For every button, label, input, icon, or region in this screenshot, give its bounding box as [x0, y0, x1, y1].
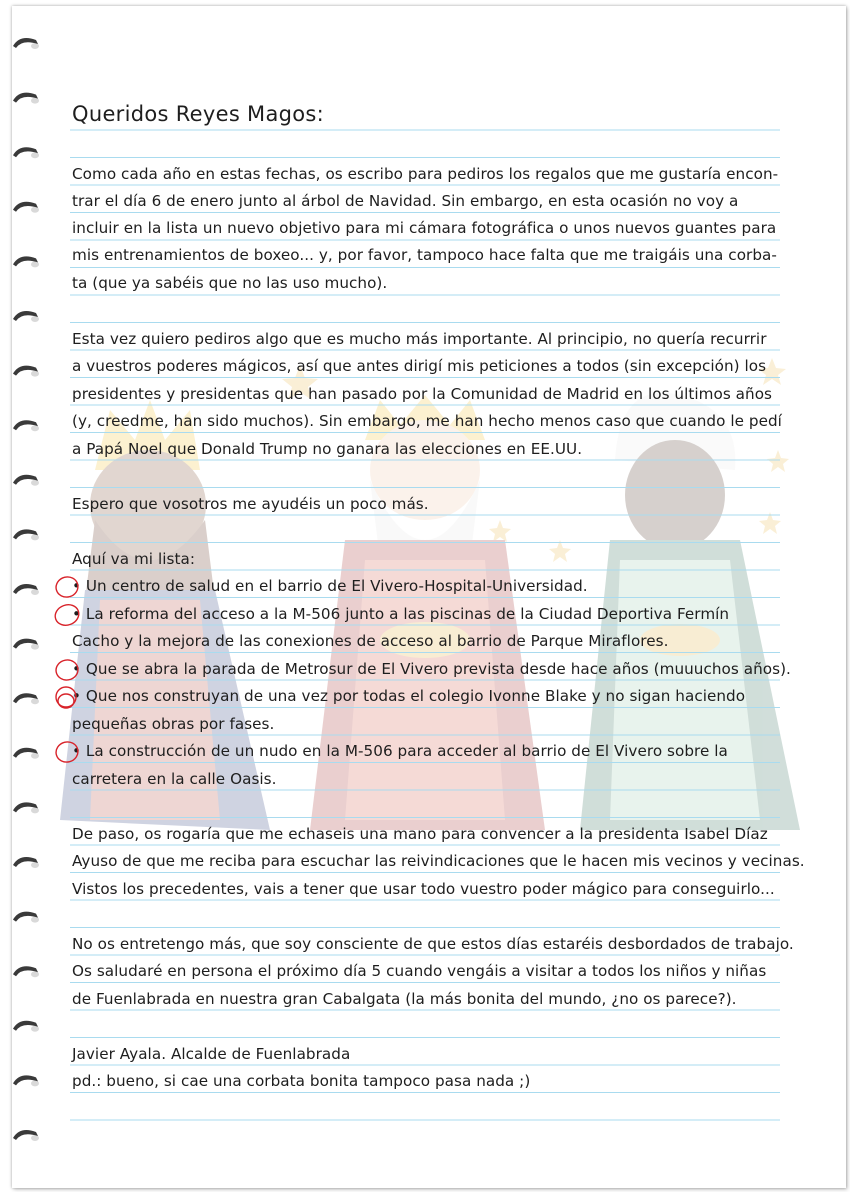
paragraph-2-line: presidentes y presidentas que han pasado por la Comunidad de Madrid en los últimos años: [72, 385, 772, 403]
paragraph-3: Espero que vosotros me ayudéis un poco más.: [72, 495, 429, 513]
binding-ring-icon: [13, 202, 39, 213]
signature: Javier Ayala. Alcalde de Fuenlabrada: [72, 1045, 351, 1063]
paragraph-2-line: Esta vez quiero pediros algo que es mucho más importante. Al principio, no quería recurrir: [72, 330, 767, 348]
spiral-binding: [0, 0, 60, 1192]
binding-ring-icon: [13, 366, 39, 377]
binding-ring-icon: [13, 857, 39, 868]
binding-ring-icon: [13, 256, 39, 267]
list-item: • Un centro de salud en el barrio de El Vivero-Hospital-Universidad.: [72, 577, 588, 595]
binding-ring-icon: [13, 966, 39, 977]
list-item: • Que nos construyan de una vez por todas el colegio Ivonne Blake y no sigan haciendo: [72, 687, 746, 705]
binding-ring-icon: [13, 93, 39, 104]
binding-ring-icon: [13, 639, 39, 650]
paragraph-4-line: Vistos los precedentes, vais a tener que usar todo vuestro poder mágico para conseguirlo...: [72, 880, 775, 898]
binding-ring-icon: [13, 912, 39, 923]
binding-ring-icon: [13, 1021, 39, 1032]
list-item-continuation: carretera en la calle Oasis.: [72, 770, 277, 788]
paragraph-5-line: No os entretengo más, que soy consciente de que estos días estaréis desbordados de trabajo.: [72, 935, 794, 953]
binding-ring-icon: [13, 420, 39, 431]
letter-title: Queridos Reyes Magos:: [72, 102, 325, 126]
binding-ring-icon: [13, 475, 39, 486]
paragraph-1-line: ta (que ya sabéis que no las uso mucho).: [72, 274, 388, 292]
binding-ring-icon: [13, 1075, 39, 1086]
binding-ring-icon: [13, 38, 39, 49]
paragraph-5-line: Os saludaré en persona el próximo día 5 cuando vengáis a visitar a todos los niños y niñas: [72, 962, 767, 980]
paragraph-2-line: a Papá Noel que Donald Trump no ganara las elecciones en EE.UU.: [72, 440, 583, 458]
paragraph-5-line: de Fuenlabrada en nuestra gran Cabalgata (la más bonita del mundo, ¿no os parece?).: [72, 990, 737, 1008]
binding-ring-icon: [13, 529, 39, 540]
paragraph-4-line: De paso, os rogaría que me echaseis una mano para convencer a la presidenta Isabel Díaz: [72, 825, 768, 843]
list-item-continuation: Cacho y la mejora de las conexiones de acceso al barrio de Parque Miraflores.: [72, 632, 669, 650]
list-item: • La construcción de un nudo en la M-506 para acceder al barrio de El Vivero sobre la: [72, 742, 728, 760]
list-item-continuation: pequeñas obras por fases.: [72, 715, 275, 733]
binding-ring-icon: [13, 748, 39, 759]
paragraph-1-line: Como cada año en estas fechas, os escribo para pediros los regalos que me gustaría encon-: [72, 165, 779, 183]
binding-ring-icon: [13, 693, 39, 704]
paragraph-4-line: Ayuso de que me reciba para escuchar las reivindicaciones que le hacen mis vecinos y vecinas.: [72, 852, 805, 870]
binding-ring-icon: [13, 1130, 39, 1141]
list-item: • La reforma del acceso a la M-506 junto a las piscinas de la Ciudad Deportiva Fermín: [72, 605, 730, 623]
binding-ring-icon: [13, 584, 39, 595]
binding-ring-icon: [13, 802, 39, 813]
paragraph-1-line: mis entrenamientos de boxeo... y, por favor, tampoco hace falta que me traigáis una corba-: [72, 246, 777, 264]
paragraph-1-line: trar el día 6 de enero junto al árbol de Navidad. Sin embargo, en esta ocasión no voy a: [72, 192, 739, 210]
paragraph-1-line: incluir en la lista un nuevo objetivo para mi cámara fotográfica o unos nuevos guantes para: [72, 219, 777, 237]
paragraph-2-line: (y, creedme, han sido muchos). Sin embargo, me han hecho menos caso que cuando le pedí: [72, 412, 782, 430]
postscript: pd.: bueno, si cae una corbata bonita tampoco pasa nada ;): [72, 1072, 531, 1090]
binding-ring-icon: [13, 311, 39, 322]
paragraph-2-line: a vuestros poderes mágicos, así que antes dirigí mis peticiones a todos (sin excepción) los: [72, 357, 767, 375]
list-item: • Que se abra la parada de Metrosur de El Vivero prevista desde hace años (muuuchos años).: [72, 660, 791, 678]
red-circle-icon: [58, 694, 74, 708]
list-intro: Aquí va mi lista:: [72, 550, 195, 568]
binding-ring-icon: [13, 147, 39, 158]
